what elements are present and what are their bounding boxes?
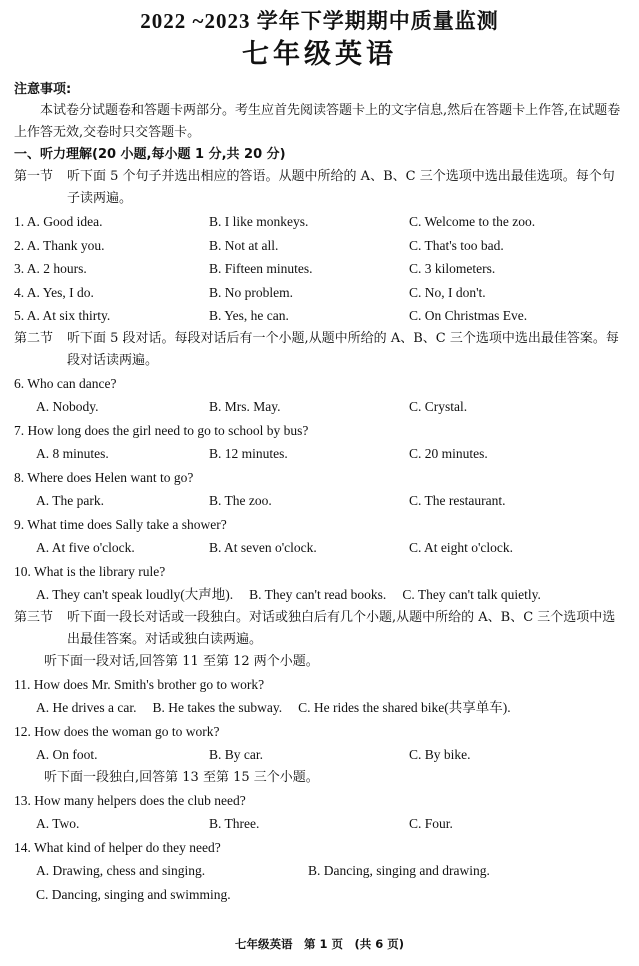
dialogue-instruction: 听下面一段对话,回答第 11 至第 12 两个小题。 bbox=[44, 653, 319, 669]
option-c: C. The restaurant. bbox=[409, 493, 506, 508]
notice-heading: 注意事项: bbox=[14, 82, 72, 97]
option-b: B. By car. bbox=[209, 747, 263, 762]
option-row bbox=[14, 489, 625, 513]
question-stem: 8. Where does Helen want to go? bbox=[14, 469, 194, 485]
question-row bbox=[14, 257, 625, 281]
exam-content bbox=[0, 80, 639, 906]
question-row bbox=[14, 304, 625, 328]
question-row bbox=[14, 281, 625, 305]
question-stem: 6. Who can dance? bbox=[14, 375, 117, 391]
option-a: A. Drawing, chess and singing. bbox=[36, 863, 206, 878]
option-c: C. 3 kilometers. bbox=[409, 261, 496, 276]
option-c: C. Crystal. bbox=[409, 399, 468, 414]
option-a: 1. A. Good idea. bbox=[14, 214, 103, 229]
option-a: 5. A. At six thirty. bbox=[14, 308, 111, 323]
part2-questions bbox=[14, 372, 625, 607]
option-c: C. On Christmas Eve. bbox=[409, 308, 528, 323]
option-a: A. Two. bbox=[36, 816, 80, 831]
option-row bbox=[14, 395, 625, 419]
part3-instruction bbox=[14, 607, 625, 651]
question-stem: 13. How many helpers does the club need? bbox=[14, 792, 246, 808]
part2-name: 第二节 bbox=[14, 330, 54, 346]
option-b: B. No problem. bbox=[209, 284, 293, 300]
option-row bbox=[14, 883, 625, 907]
option-c: C. No, I don't. bbox=[409, 284, 486, 300]
option-a: A. 8 minutes. bbox=[36, 446, 109, 461]
monologue-instruction: 听下面一段独白,回答第 13 至第 15 三个小题。 bbox=[44, 769, 319, 785]
option-b: B. I like monkeys. bbox=[209, 214, 309, 229]
part3-name: 第三节 bbox=[14, 609, 54, 625]
part2-instruction bbox=[14, 328, 625, 372]
part3-questions bbox=[14, 673, 625, 907]
option-row bbox=[14, 812, 625, 836]
option-row bbox=[14, 583, 625, 607]
option-b: B. Mrs. May. bbox=[209, 399, 281, 414]
option-a: A. He drives a car. bbox=[36, 700, 137, 715]
part3-desc: 听下面一段长对话或一段独白。对话或独白后有几个小题,从题中所给的 A、B、C 三个选项中选出最佳答案。对话或独白读两遍。 bbox=[67, 609, 616, 647]
question-row bbox=[14, 210, 625, 234]
option-a: 3. A. 2 hours. bbox=[14, 261, 87, 276]
part1-desc: 听下面 5 个句子并选出相应的答语。从题中所给的 A、B、C 三个选项中选出最佳选项。每个句子读两遍。 bbox=[67, 169, 615, 206]
option-b: B. Dancing, singing and drawing. bbox=[308, 863, 490, 878]
exam-header bbox=[0, 0, 639, 74]
option-row bbox=[14, 859, 625, 883]
option-c: C. They can't talk quietly. bbox=[402, 587, 541, 602]
option-b: B. Three. bbox=[209, 816, 260, 831]
part2-desc: 听下面 5 段对话。每段对话后有一个小题,从题中所给的 A、B、C 三个选项中选出最佳答案。每段对话读两遍。 bbox=[67, 330, 619, 368]
exam-title: 2022 ~2023 学年下学期期中质量监测 bbox=[140, 9, 499, 33]
notice-text: 本试卷分试题卷和答题卡两部分。考生应首先阅读答题卡上的文字信息,然后在答题卡上作答,在试题卷上作答无效,交卷时只交答题卡。 bbox=[14, 103, 621, 140]
option-a: A. At five o'clock. bbox=[36, 540, 135, 555]
option-c: C. That's too bad. bbox=[409, 237, 504, 253]
option-a: 4. A. Yes, I do. bbox=[14, 284, 94, 300]
question-stem: 11. How does Mr. Smith's brother go to work? bbox=[14, 676, 265, 692]
option-b: B. Yes, he can. bbox=[209, 308, 289, 323]
question-row bbox=[14, 234, 625, 258]
option-a: A. The park. bbox=[36, 493, 104, 508]
exam-subject-title: 七年级英语 bbox=[242, 39, 397, 70]
option-b: B. At seven o'clock. bbox=[209, 540, 317, 555]
part1-name: 第一节 bbox=[14, 169, 54, 184]
option-b: B. 12 minutes. bbox=[209, 446, 288, 461]
option-c: C. 20 minutes. bbox=[409, 446, 488, 461]
option-a: 2. A. Thank you. bbox=[14, 237, 105, 253]
option-b: B. Not at all. bbox=[209, 237, 279, 253]
question-stem: 9. What time does Sally take a shower? bbox=[14, 516, 227, 532]
option-b: B. Fifteen minutes. bbox=[209, 261, 313, 276]
option-c: C. At eight o'clock. bbox=[409, 540, 514, 555]
part1-questions bbox=[14, 210, 625, 328]
option-c: C. Four. bbox=[409, 816, 453, 831]
question-stem: 7. How long does the girl need to go to school by bus? bbox=[14, 422, 309, 438]
option-row bbox=[14, 536, 625, 560]
section-listening-heading: 一、听力理解(20 小题,每小题 1 分,共 20 分) bbox=[14, 147, 286, 162]
option-c: C. By bike. bbox=[409, 747, 471, 762]
option-b: B. The zoo. bbox=[209, 493, 272, 508]
question-stem: 14. What kind of helper do they need? bbox=[14, 839, 221, 855]
option-c: C. Welcome to the zoo. bbox=[409, 214, 536, 229]
option-c: C. Dancing, singing and swimming. bbox=[36, 886, 231, 902]
option-c: C. He rides the shared bike(共享单车). bbox=[298, 700, 511, 715]
option-row bbox=[14, 696, 625, 720]
question-stem: 10. What is the library rule? bbox=[14, 563, 166, 579]
option-row bbox=[14, 442, 625, 466]
option-a: A. They can't speak loudly(大声地). bbox=[36, 587, 234, 602]
option-a: A. Nobody. bbox=[36, 399, 99, 414]
page-footer: 七年级英语 第 1 页 (共 6 页) bbox=[234, 937, 405, 951]
option-b: B. They can't read books. bbox=[249, 587, 387, 602]
part1-instruction bbox=[14, 166, 625, 210]
option-row bbox=[14, 743, 625, 767]
option-a: A. On foot. bbox=[36, 747, 98, 762]
option-b: B. He takes the subway. bbox=[152, 700, 283, 715]
question-stem: 12. How does the woman go to work? bbox=[14, 723, 220, 739]
